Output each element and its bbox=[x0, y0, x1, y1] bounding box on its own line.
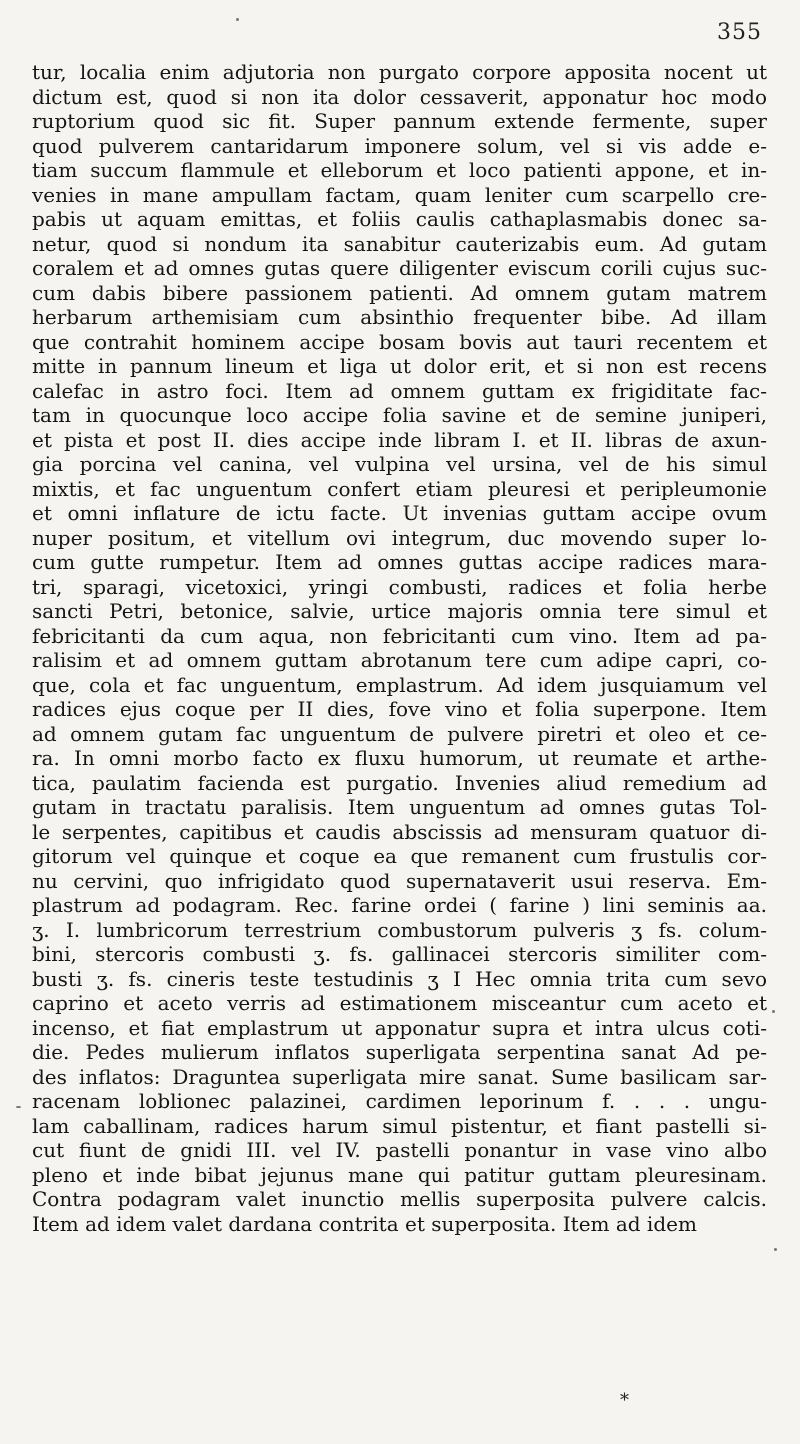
text-line: tiam succum flammule et elleborum et loco patienti appone, et in- bbox=[32, 158, 767, 182]
text-line: ruptorium quod sic fit. Super pannum extende fermente, super bbox=[32, 109, 767, 133]
text-line: ad omnem gutam fac unguentum de pulvere piretri et oleo et ce- bbox=[32, 721, 767, 746]
text-line: gutam in tractatu paralisis. Item unguentum ad omnes gutas Tol- bbox=[32, 795, 767, 819]
text-line: Item ad idem valet dardana contrita et superposita. Item ad idem bbox=[32, 1211, 697, 1236]
text-line: Contra podagram valet inunctio mellis superposita pulvere calcis. bbox=[32, 1187, 767, 1211]
scan-speck bbox=[16, 1106, 21, 1108]
text-line: tica, paulatim facienda est purgatio. Invenies aliud remedium ad bbox=[32, 770, 767, 795]
text-line: nuper positum, et vitellum ovi integrum, duc movendo super lo- bbox=[32, 525, 767, 550]
text-line: pleno et inde bibat jejunus mane qui patitur guttam pleuresinam. bbox=[32, 1162, 767, 1187]
text-line: le serpentes, capitibus et caudis abscissis ad mensuram quatuor di- bbox=[32, 819, 767, 844]
text-line: busti ʒ. fs. cineris teste testudinis ʒ I Hec omnia trita cum sevo bbox=[32, 966, 767, 991]
text-line: que, cola et fac unguentum, emplastrum. Ad idem jusquiamum vel bbox=[32, 672, 767, 697]
text-line: calefac in astro foci. Item ad omnem guttam ex frigiditate fac- bbox=[32, 378, 767, 403]
text-line: gitorum vel quinque et coque ea que remanent cum frustulis cor- bbox=[32, 844, 767, 868]
text-line: bini, stercoris combusti ʒ. fs. gallinacei stercoris similiter com- bbox=[32, 942, 767, 966]
text-line: quod pulverem cantaridarum imponere solum, vel si vis adde e- bbox=[32, 133, 767, 158]
footer-signature-mark: * bbox=[620, 1390, 629, 1411]
text-line: ralisim et ad omnem guttam abrotanum tere cum adipe capri, co- bbox=[32, 648, 767, 672]
text-line: netur, quod si nondum ita sanabitur cauterizabis eum. Ad gutam bbox=[32, 231, 767, 256]
text-line: nu cervini, quo infrigidato quod supernataverit usui reserva. Em- bbox=[32, 868, 767, 893]
text-line: sancti Petri, betonice, salvie, urtice majoris omnia tere simul et bbox=[32, 599, 767, 623]
page-number: 355 bbox=[717, 20, 762, 45]
text-line: cum gutte rumpetur. Item ad omnes guttas accipe radices mara- bbox=[32, 550, 767, 574]
text-line: coralem et ad omnes gutas quere diligenter eviscum corili cujus suc- bbox=[32, 256, 767, 280]
text-line: des inflatos: Draguntea superligata mire sanat. Sume basilicam sar- bbox=[32, 1064, 767, 1089]
text-line: venies in mane ampullam factam, quam leniter cum scarpello cre- bbox=[32, 182, 767, 207]
text-line: ra. In omni morbo facto ex fluxu humorum, ut reumate et arthe- bbox=[32, 746, 767, 770]
text-line: febricitanti da cum aqua, non febricitanti cum vino. Item ad pa- bbox=[32, 623, 767, 648]
page-text-body bbox=[32, 60, 767, 1236]
text-line: mitte in pannum lineum et liga ut dolor erit, et si non est recens bbox=[32, 354, 767, 378]
text-line: cut fiunt de gnidi III. vel IV. pastelli ponantur in vase vino albo bbox=[32, 1138, 767, 1162]
text-line: pabis ut aquam emittas, et foliis caulis cathaplasmabis donec sa- bbox=[32, 207, 767, 231]
text-line: plastrum ad podagram. Rec. farine ordei ( farine ) lini seminis aa. bbox=[32, 893, 767, 917]
text-line: tur, localia enim adjutoria non purgato corpore apposita nocent ut bbox=[32, 60, 767, 84]
text-line: cum dabis bibere passionem patienti. Ad omnem gutam matrem bbox=[32, 280, 767, 305]
text-line: caprino et aceto verris ad estimationem misceantur cum aceto et bbox=[32, 991, 767, 1015]
text-line: que contrahit hominem accipe bosam bovis aut tauri recentem et bbox=[32, 329, 767, 354]
scan-speck bbox=[774, 1248, 777, 1251]
text-line: lam caballinam, radices harum simul pistentur, et fiant pastelli si- bbox=[32, 1113, 767, 1138]
text-line: gia porcina vel canina, vel vulpina vel ursina, vel de his simul bbox=[32, 452, 767, 476]
text-line: tam in quocunque loco accipe folia savine et de semine juniperi, bbox=[32, 403, 767, 427]
text-line: radices ejus coque per II dies, fove vino et folia superpone. Item bbox=[32, 697, 767, 721]
scan-speck bbox=[772, 1010, 775, 1013]
text-line: herbarum arthemisiam cum absinthio frequenter bibe. Ad illam bbox=[32, 305, 767, 329]
text-line: et omni inflature de ictu facte. Ut invenias guttam accipe ovum bbox=[32, 501, 767, 525]
text-line: dictum est, quod si non ita dolor cessaverit, apponatur hoc modo bbox=[32, 84, 767, 109]
text-line: mixtis, et fac unguentum confert etiam pleuresi et peripleumonie bbox=[32, 476, 767, 501]
text-line: incenso, et fiat emplastrum ut apponatur supra et intra ulcus coti- bbox=[32, 1015, 767, 1040]
text-line: tri, sparagi, vicetoxici, yringi combusti, radices et folia herbe bbox=[32, 574, 767, 599]
scan-speck bbox=[236, 18, 239, 21]
text-line: et pista et post II. dies accipe inde libram I. et II. libras de axun- bbox=[32, 427, 767, 452]
text-line: racenam loblionec palazinei, cardimen leporinum f. . . . ungu- bbox=[32, 1089, 767, 1113]
text-line: die. Pedes mulierum inflatos superligata serpentina sanat Ad pe- bbox=[32, 1040, 767, 1064]
text-line: ʒ. I. lumbricorum terrestrium combustorum pulveris ʒ fs. colum- bbox=[32, 917, 767, 942]
